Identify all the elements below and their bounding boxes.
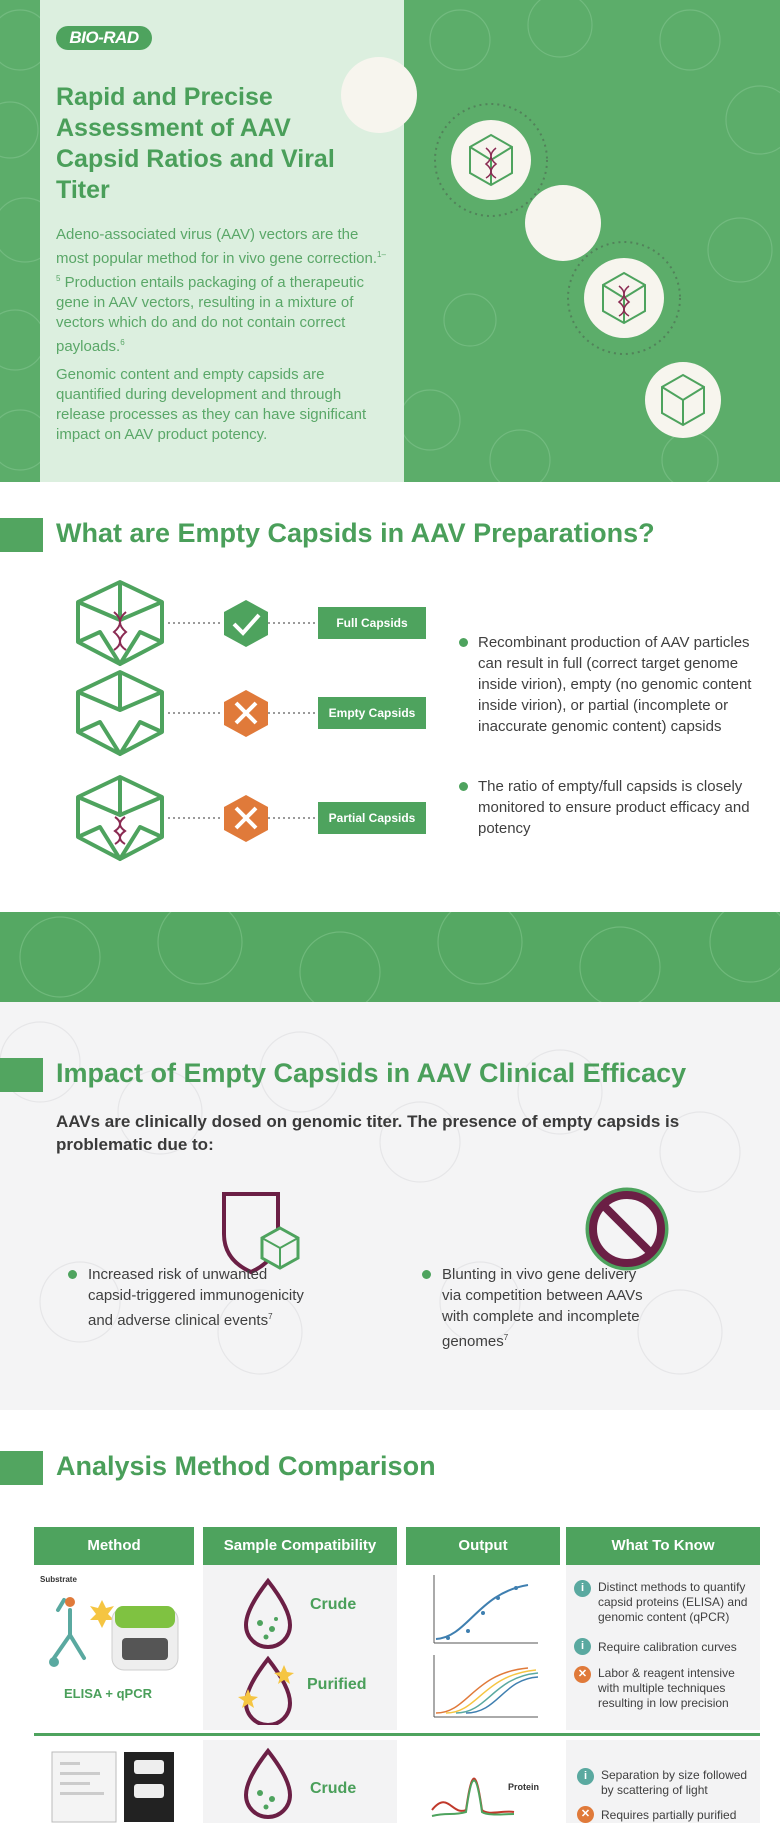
decorative-band [0, 912, 780, 1002]
info-icon: i [574, 1638, 591, 1655]
th-sample-compatibility: Sample Compatibility [203, 1527, 397, 1565]
impact-bullet-1: Increased risk of unwanted capsid-triggered immunogenicity and adverse clinical events$^7$ [88, 1264, 308, 1331]
empty-capsids-title: What are Empty Capsids in AAV Preparations? [56, 518, 655, 548]
crude-drop-icon [238, 1745, 298, 1820]
impact-subtitle: AAVs are clinically dosed on genomic titer. The presence of empty capsids is problematic due to: [56, 1112, 680, 1154]
elisa-qpcr-illustration [40, 1570, 190, 1685]
impact-title: Impact of Empty Capsids in AAV Clinical Efficacy [56, 1058, 687, 1088]
label-empty-capsids: Empty Capsids [318, 697, 426, 729]
th-what-to-know: What To Know [566, 1527, 760, 1565]
substrate-label: Substrate [40, 1575, 77, 1584]
row-divider [34, 1733, 760, 1736]
compat-crude-row2: Crude [310, 1780, 357, 1797]
section-accent-bar [0, 518, 43, 552]
row2-compat-cell [203, 1740, 397, 1823]
info-icon: i [577, 1768, 594, 1785]
hero-paragraph-2: Genomic content and empty capsids are quantified during development and through release processes as they can have significant impact on AAV product potency. [56, 366, 367, 443]
protein-peak-chart [428, 1760, 518, 1820]
info-icon: i [574, 1580, 591, 1597]
warning-x-icon: ✕ [577, 1806, 594, 1823]
row1-compat-cell [203, 1565, 397, 1730]
comparison-title: Analysis Method Comparison [56, 1451, 436, 1481]
warning-x-icon: ✕ [574, 1666, 591, 1683]
protein-label: Protein [508, 1782, 540, 1792]
section-accent-bar [0, 1058, 43, 1092]
know-row2-1: Separation by size followed by scattering of light [601, 1768, 748, 1797]
th-method: Method [34, 1527, 194, 1565]
band-pattern [0, 912, 780, 1002]
know-2: Require calibration curves [598, 1640, 737, 1654]
know-row2-2: Requires partially purified [601, 1808, 737, 1822]
know-1: Distinct methods to quantify capsid proteins (ELISA) and genomic content (qPCR) [598, 1580, 748, 1624]
hero-paragraph-1: Adeno-associated virus (AAV) vectors are the most popular method for in vivo gene correction.$^{1-5}$ Production entails packaging of a therapeutic gene in AAV vectors, resulting in a mixture of vectors which do and do not contain correct payloads.$^6$ [56, 226, 386, 355]
method-elisa-qpcr: ELISA + qPCR [64, 1686, 153, 1701]
label-partial-capsids: Partial Capsids [318, 802, 426, 834]
compat-purified: Purified [307, 1676, 367, 1693]
section-accent-bar [0, 1451, 43, 1485]
th-output: Output [406, 1527, 560, 1565]
hero-banner [0, 0, 780, 482]
bio-rad-logo: BIO-RAD [56, 26, 152, 50]
empty-capsids-bullet-1: Recombinant production of AAV particles can result in full (correct target genome inside virion), empty (no genomic content inside virion), or partial (incomplete or inaccurate genomic content) capsids [478, 632, 768, 737]
sec-instrument-illustration [50, 1750, 180, 1823]
label-full-capsids: Full Capsids [318, 607, 426, 639]
sample-drop-icons [238, 1575, 298, 1725]
empty-capsids-bullet-2: The ratio of empty/full capsids is closely monitored to ensure product efficacy and potency [478, 776, 768, 839]
hero-title: Rapid and Precise Assessment of AAV Capsid Ratios and Viral Titer [56, 83, 335, 204]
output-curves [428, 1573, 550, 1723]
prohibited-icon [582, 1184, 672, 1274]
impact-bullet-2: Blunting in vivo gene delivery via competition between AAVs with complete and incomplete genomes$^7$ [442, 1264, 652, 1352]
know-3: Labor & reagent intensive with multiple techniques resulting in low precision [598, 1666, 735, 1710]
compat-crude: Crude [310, 1596, 357, 1613]
